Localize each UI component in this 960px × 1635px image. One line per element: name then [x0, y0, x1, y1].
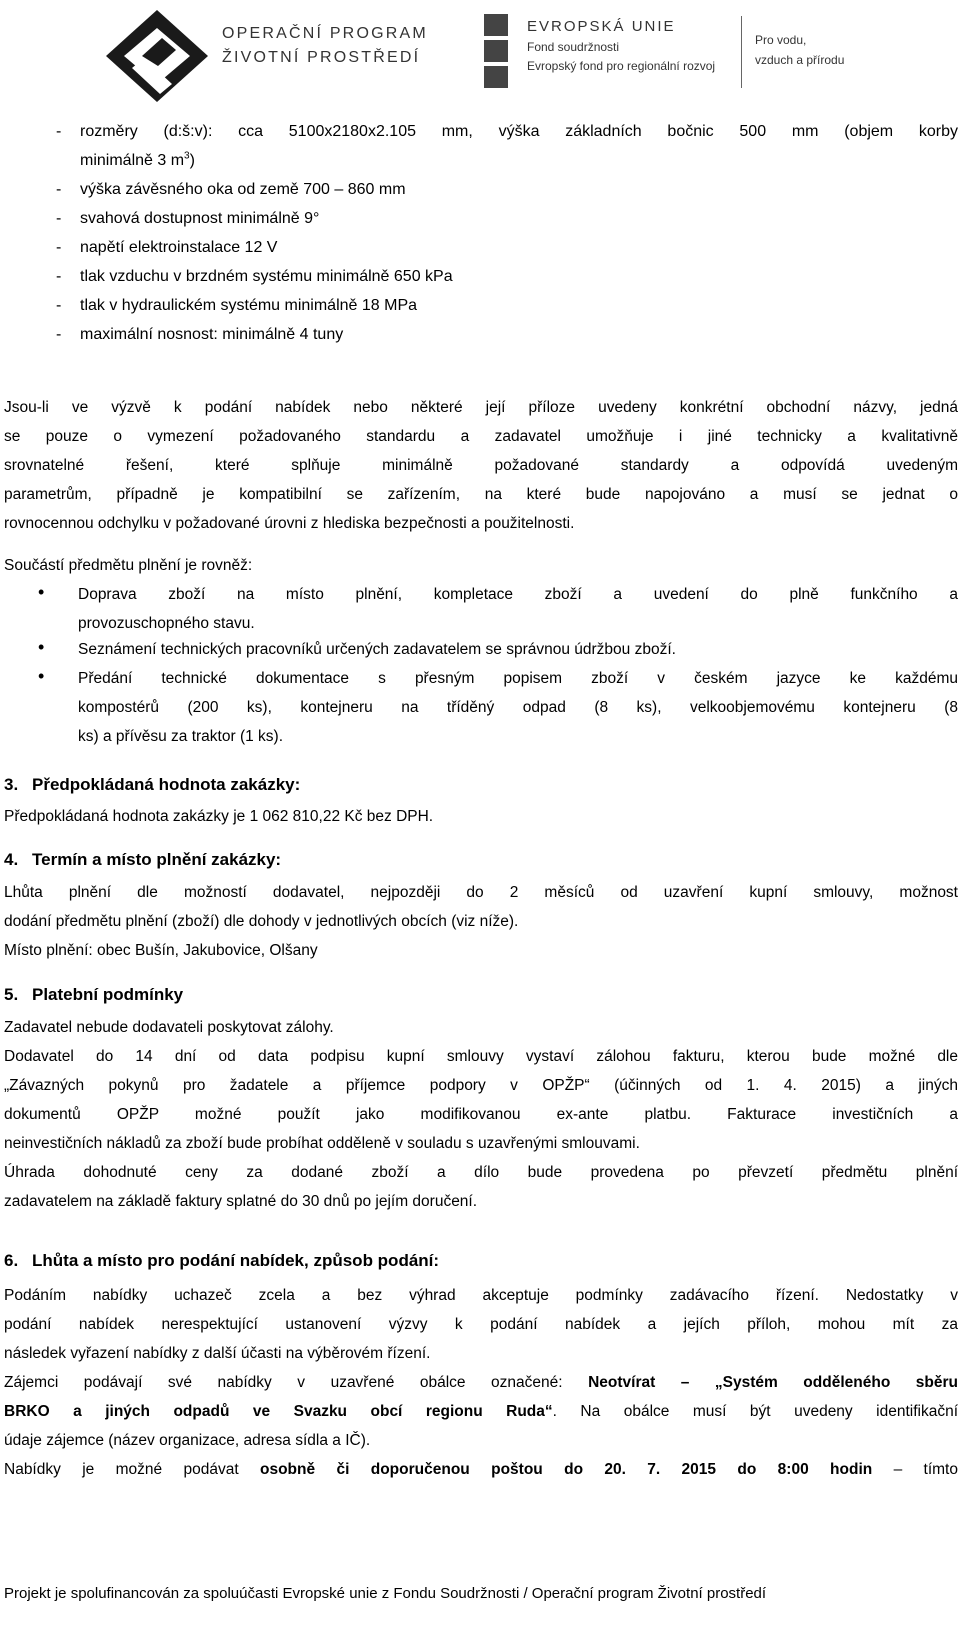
paragraph-line: následek vyřazení nabídky z další účasti na výběrovém řízení. — [4, 1345, 431, 1362]
spec-item-volume: minimálně 3 $m^3$) — [80, 150, 195, 169]
paragraph-line: Dodavatel do 14 dní od data podpisu kupní smlouvy vystaví zálohou fakturu, kterou bude možné dle — [4, 1048, 958, 1065]
op-logo-text — [222, 22, 428, 70]
section-title: Platební podmínky — [32, 985, 184, 1004]
bullet-icon: • — [38, 582, 45, 602]
bullet-line: kompostérů (200 ks), kontejneru na tříděný odpad (8 ks), velkoobjemovému kontejneru (8 — [78, 699, 958, 716]
paragraph-line: Jsou-li ve výzvě k podání nabídek nebo některé její příloze uvedeny konkrétní obchodní názvy, jedná — [4, 399, 958, 416]
spec-item-hitch-height: výška závěsného oka od země 700 – 860 mm — [80, 181, 406, 198]
bullet-line: Doprava zboží na místo plnění, kompletace zboží a uvedení do plně funkčního a — [78, 586, 958, 603]
spec-item-payload: maximální nosnost: minimálně 4 tuny — [80, 326, 344, 343]
slogan-line2: vzduch a přírodu — [755, 53, 845, 67]
section-title: Předpokládaná hodnota zakázky: — [32, 775, 301, 794]
eu-title: EVROPSKÁ UNIE — [527, 18, 676, 35]
op-logo-line1: OPERAČNÍ PROGRAM — [222, 25, 428, 42]
section-5-heading — [4, 985, 183, 1005]
page-footer: Projekt je spolufinancován za spoluúčasti Evropské unie z Fondu Soudržnosti / Operační program Životní prostředí — [4, 1585, 767, 1602]
list-dash: - — [56, 181, 62, 198]
bullet-icon: • — [38, 637, 45, 657]
bullet-line: Seznámení technických pracovníků určených zadavatelem se správnou údržbou zboží. — [78, 641, 676, 658]
list-dash: - — [56, 268, 62, 285]
bullet-line: provozuschopného stavu. — [78, 615, 255, 632]
section-number: 3. — [4, 775, 19, 794]
paragraph-line: „Závazných pokynů pro žadatele a příjemce podpory v OPŽP“ (účinných od 1. 4. 2015) a jiných — [4, 1077, 958, 1094]
section-number: 6. — [4, 1251, 19, 1270]
slogan-line1: Pro vodu, — [755, 33, 807, 47]
spec-item-dimensions: rozměry (d:š:v): cca 5100x2180x2.105 mm, výška základních bočnic 500 mm (objem korby — [80, 123, 958, 140]
paragraph-line: neinvestičních nákladů za zboží bude probíhat odděleně v souladu s uzavřenými smlouvami. — [4, 1135, 640, 1152]
op-logo-line2: ŽIVOTNÍ PROSTŘEDÍ — [222, 49, 421, 66]
spec-item-voltage: napětí elektroinstalace 12 V — [80, 239, 278, 256]
paragraph-line: dokumentů OPŽP možné použít jako modifikovanou ex-ante platbu. Fakturace investičních a — [4, 1106, 958, 1123]
place-of-performance: Místo plnění: obec Bušín, Jakubovice, Olšany — [4, 942, 318, 959]
section-3-text: Předpokládaná hodnota zakázky je 1 062 810,22 Kč bez DPH. — [4, 808, 434, 825]
eu-fund-1: Fond soudržnosti — [527, 40, 620, 54]
paragraph-line: Zájemci podávají své nabídky v uzavřené obálce označené: Neotvírat – „Systém odděleného sběru — [4, 1374, 959, 1391]
section-title: Lhůta a místo pro podání nabídek, způsob podání: — [32, 1251, 440, 1270]
paragraph-line: BRKO a jiných odpadů ve Svazku obcí regionu Ruda“. Na obálce musí být uvedeny identifikační — [4, 1403, 959, 1420]
paragraph-line: parametrům, případně je kompatibilní se zařízením, na které bude napojováno a musí se jednat o — [4, 486, 958, 503]
section-number: 4. — [4, 850, 19, 869]
list-dash: - — [56, 210, 62, 227]
list-dash: - — [56, 297, 62, 314]
paragraph-line: Zadavatel nebude dodavateli poskytovat zálohy. — [4, 1019, 334, 1036]
eu-logo-text — [527, 16, 715, 76]
section-6-heading — [4, 1251, 439, 1271]
bullet-icon: • — [38, 666, 45, 686]
list-dash: - — [56, 326, 62, 343]
paragraph-line: dodání předmětu plnění (zboží) dle dohody v jednotlivých obcích (viz níže). — [4, 913, 519, 930]
spec-item-hydraulic-pressure: tlak v hydraulickém systému minimálně 18 MPa — [80, 297, 418, 314]
list-dash: - — [56, 239, 62, 256]
section-4-heading — [4, 850, 281, 870]
bullet-line: Předání technické dokumentace s přesným popisem zboží v českém jazyce ke každému — [78, 670, 958, 687]
paragraph-line: srovnatelné řešení, které splňuje minimálně požadované standardy a odpovídá uvedeným — [4, 457, 958, 474]
paragraph-line: zadavatelem na základě faktury splatné do 30 dnů po jejím doručení. — [4, 1193, 478, 1210]
eu-fund-2: Evropský fond pro regionální rozvoj — [527, 59, 716, 73]
eu-flag-icon — [484, 14, 508, 88]
paragraph-line: Úhrada dohodnuté ceny za dodané zboží a dílo bude provedena po převzetí předmětu plnění — [4, 1164, 958, 1181]
section-title: Termín a místo plnění zakázky: — [32, 850, 282, 869]
document-header — [0, 0, 960, 110]
section-number: 5. — [4, 985, 19, 1004]
scope-intro: Součástí předmětu plnění je rovněž: — [4, 557, 253, 574]
paragraph-line: Lhůta plnění dle možností dodavatel, nejpozději do 2 měsíců od uzavření kupní smlouvy, možnost — [4, 884, 958, 901]
paragraph-line: údaje zájemce (název organizace, adresa sídla a IČ). — [4, 1432, 371, 1449]
paragraph-line: rovnocennou odchylku v požadované úrovni z hlediska bezpečnosti a použitelnosti. — [4, 515, 575, 532]
slogan — [755, 30, 844, 70]
paragraph-line: Podáním nabídky uchazeč zcela a bez výhrad akceptuje podmínky zadávacího řízení. Nedostatky v — [4, 1287, 958, 1304]
opzp-logo-icon — [102, 6, 212, 106]
paragraph-line: Nabídky je možné podávat osobně či doporučenou poštou do 20. 7. 2015 do 8:00 hodin – tímto — [4, 1461, 958, 1478]
spec-item-slope: svahová dostupnost minimálně 9° — [80, 210, 320, 227]
paragraph-line: se pouze o vymezení požadovaného standardu a zadavatel umožňuje i jiné technicky a kvalitativně — [4, 428, 958, 445]
section-3-heading — [4, 775, 300, 795]
bullet-line: ks) a přívěsu za traktor (1 ks). — [78, 728, 283, 745]
paragraph-line: podání nabídek nerespektující ustanovení výzvy k podání nabídek a jejích příloh, mohou mít za — [4, 1316, 958, 1333]
list-dash: - — [56, 123, 62, 140]
spec-item-air-pressure: tlak vzduchu v brzdném systému minimálně 650 kPa — [80, 268, 453, 285]
header-divider — [741, 16, 742, 88]
